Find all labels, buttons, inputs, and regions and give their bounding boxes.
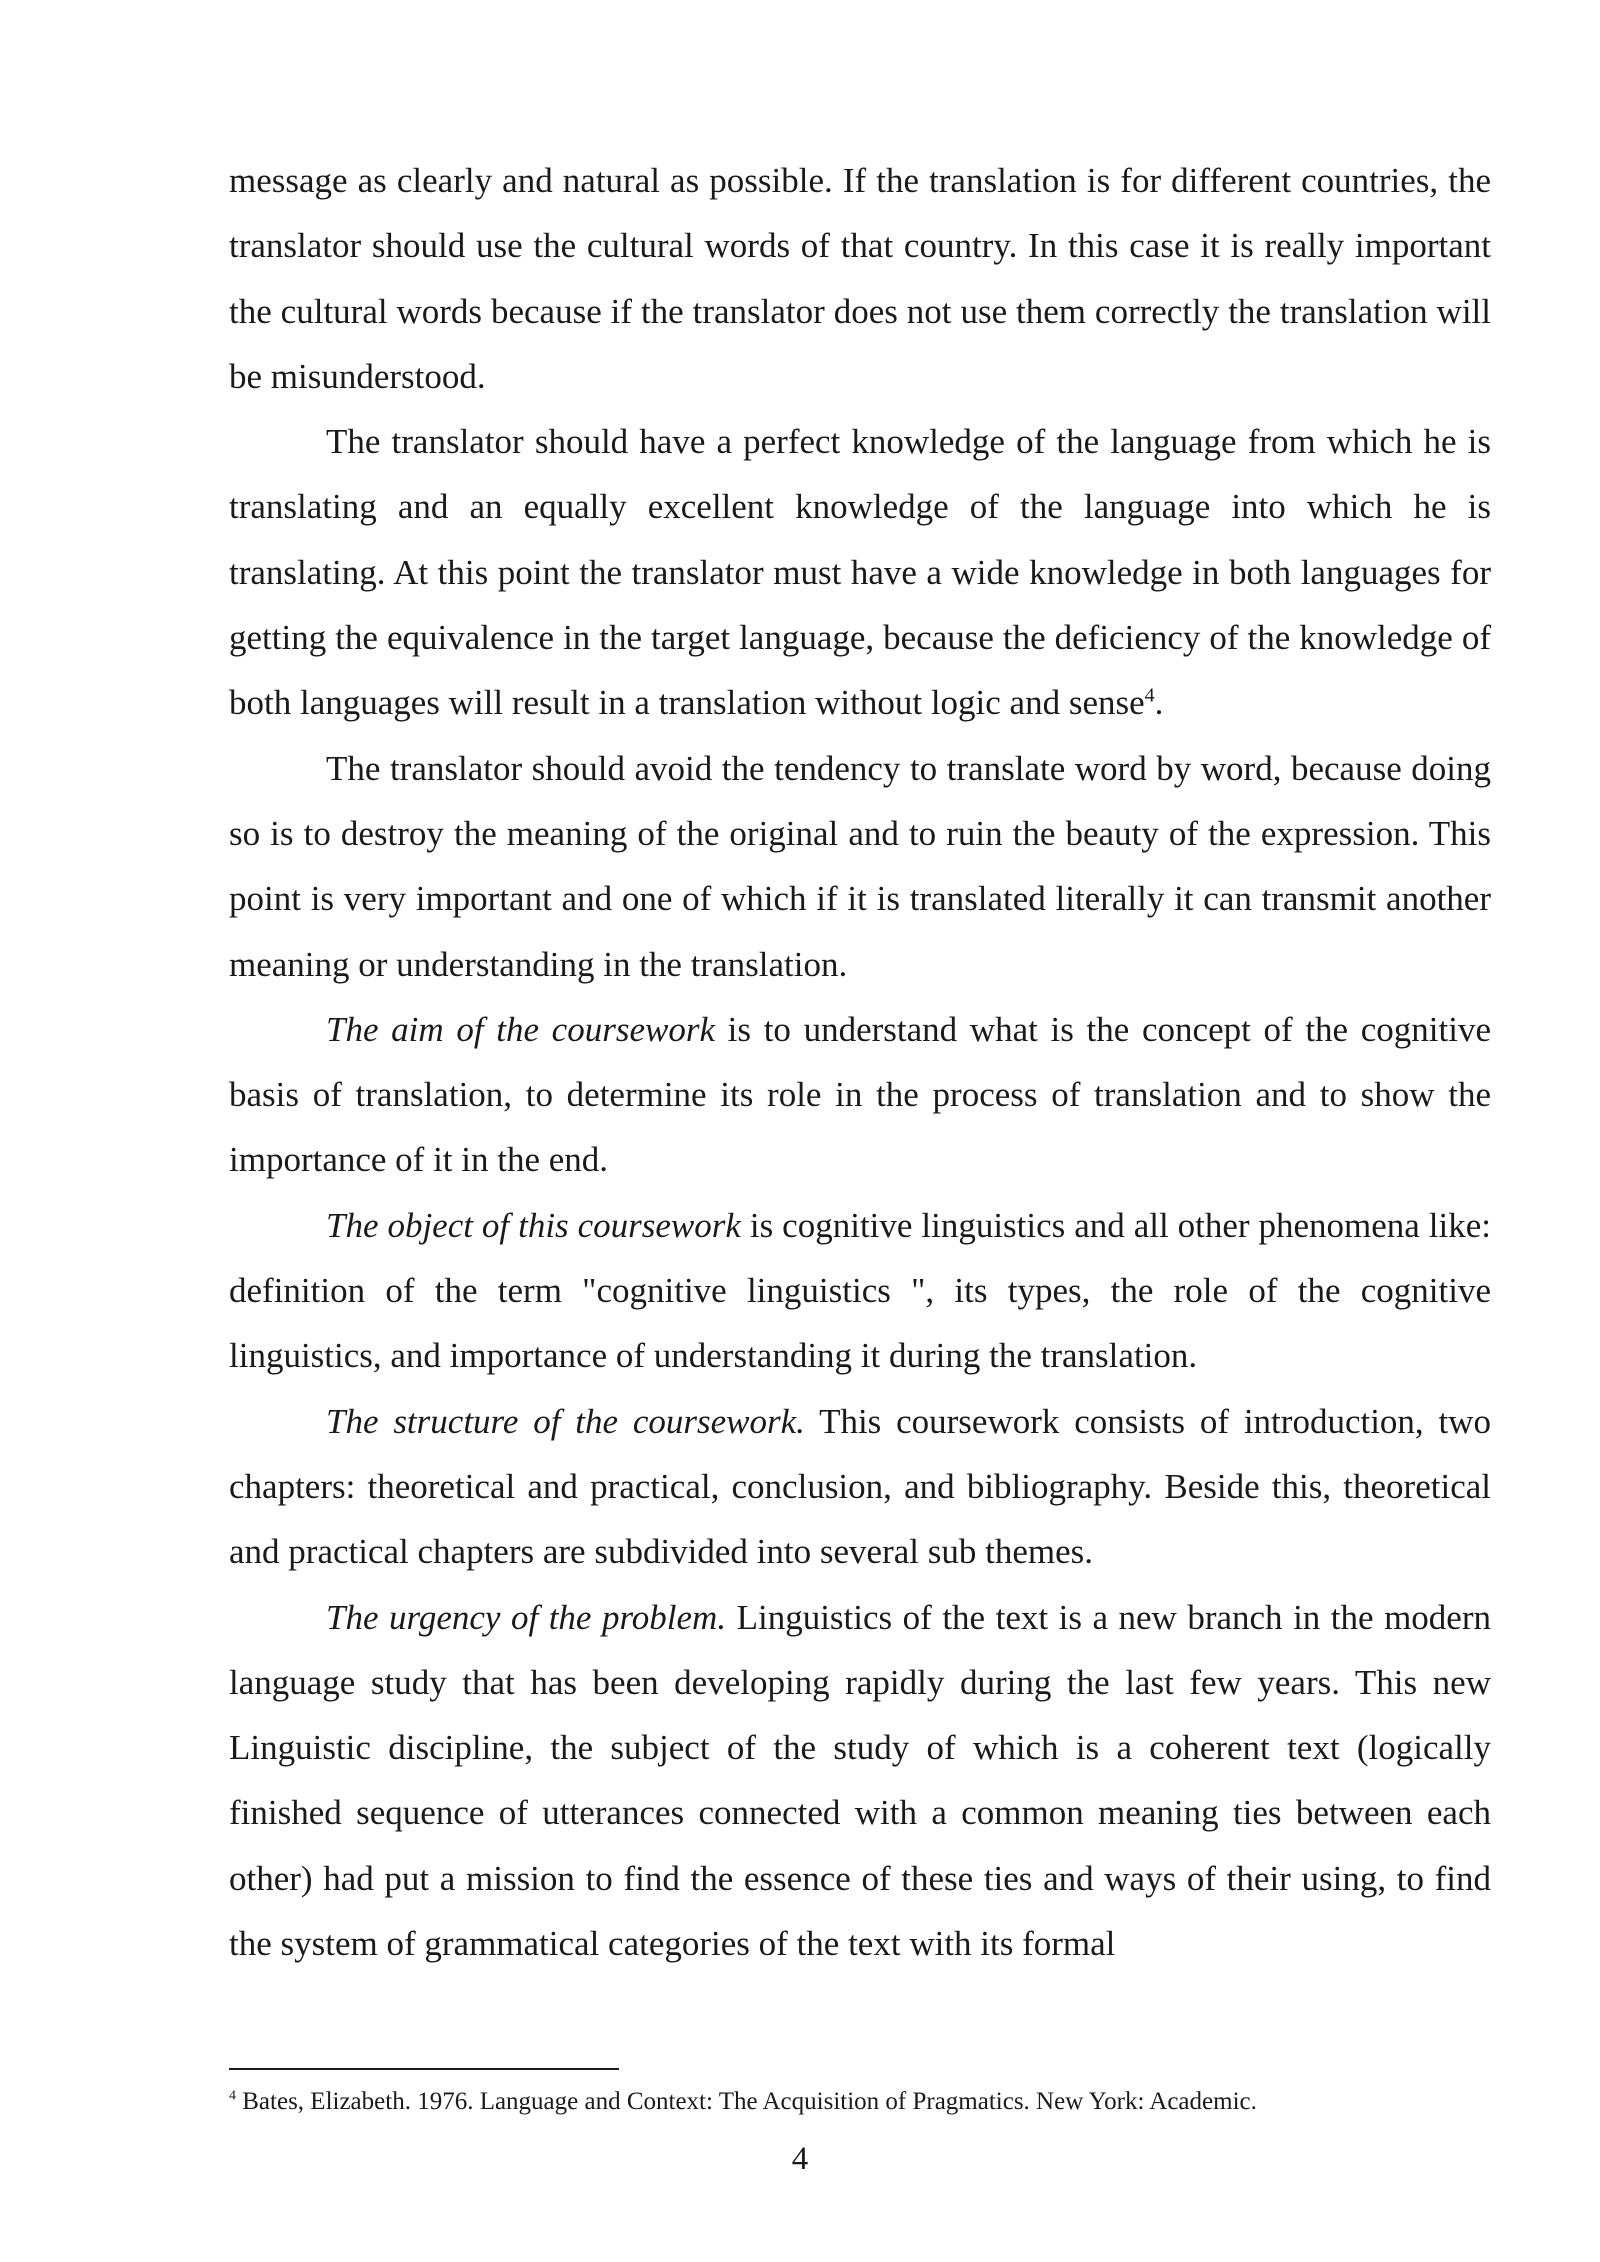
page-number: 4 xyxy=(791,2141,809,2177)
aim-text: is to understand what is the concept of the cognitive basis of translation, to determine its role in the process of translation and to show the importance of it in the end. xyxy=(229,1009,1492,1180)
object-text: is cognitive linguistics and all other phenomena like: definition of the term "cognitive linguistics ", its types, the role of the cognitive linguistics, and importance of understanding it during the translation. xyxy=(229,1205,1492,1376)
footnote-number: 4 xyxy=(229,2088,236,2104)
paragraph-1 xyxy=(229,148,1491,409)
urgency-heading: The urgency of the problem. xyxy=(326,1597,727,1637)
paragraph-object xyxy=(229,1193,1491,1389)
aim-heading: The aim of the coursework xyxy=(326,1009,715,1049)
paragraph-1-text: message as clearly and natural as possible. If the translation is for different countries, the translator should use the cultural words of that country. In this case it is really important the cultural words because if the translator does not use them correctly the translation will be misunderstood. xyxy=(229,161,1491,396)
footnote-reference[interactable]: 4 xyxy=(1144,684,1155,707)
footnote-separator xyxy=(229,2068,619,2070)
footnote-text: Bates, Elizabeth. 1976. Language and Context: The Acquisition of Pragmatics. New York: Academic. xyxy=(236,2088,1257,2115)
paragraph-urgency xyxy=(229,1585,1491,1977)
footnote xyxy=(229,2085,1491,2119)
structure-text: This coursework consists of introduction, two chapters: theoretical and practical, conclusion, and bibliography. Beside this, theoretical and practical chapters are subdivided into several sub themes. xyxy=(229,1401,1491,1572)
paragraph-aim xyxy=(229,997,1491,1193)
paragraph-3 xyxy=(229,736,1491,997)
paragraph-2-text: The translator should have a perfect knowledge of the language from which he is translating and an equally excellent knowledge of the language into which he is translating. At this point the translator must have a wide knowledge in both languages for getting the equivalence in the target language, because the deficiency of the knowledge of both languages will result in a translation without logic and sense xyxy=(229,422,1491,723)
paragraph-structure xyxy=(229,1389,1491,1585)
object-heading: The object of this coursework xyxy=(326,1205,741,1245)
document-body xyxy=(229,148,1491,1976)
paragraph-3-text: The translator should avoid the tendency to translate word by word, because doing so is to destroy the meaning of the original and to ruin the beauty of the expression. This point is very important and one of which if it is translated literally it can transmit another meaning or understanding in the translation. xyxy=(229,748,1491,984)
urgency-text: Linguistics of the text is a new branch in the modern language study that has been developing rapidly during the last few years. This new Linguistic discipline, the subject of the study of which is a coherent text (logically finished sequence of utterances connected with a common meaning ties between each other) had put a mission to find the essence of these ties and ways of their using, to find the system of grammatical categories of the text with its formal xyxy=(229,1597,1491,1964)
structure-heading: The structure of the coursework. xyxy=(326,1401,805,1441)
paragraph-2 xyxy=(229,409,1491,735)
paragraph-2-end: . xyxy=(1154,683,1164,723)
